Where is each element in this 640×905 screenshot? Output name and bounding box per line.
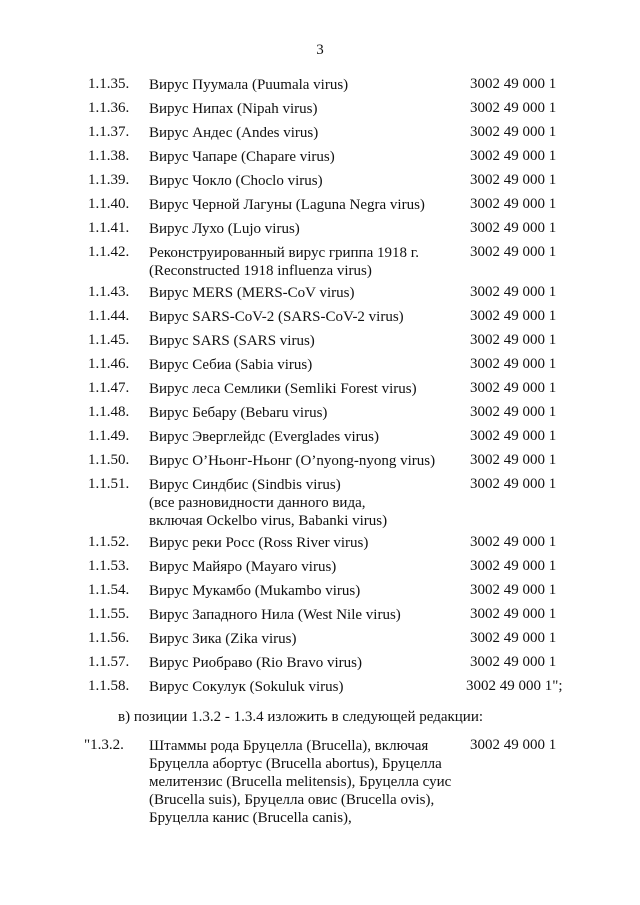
row-name-line: Вирус Черной Лагуны (Laguna Negra virus) [149,197,425,213]
row-name [149,76,449,94]
row-number: 1.1.55. [88,606,130,622]
row-number: 1.1.50. [88,452,130,468]
row-name-line: Вирус Мукамбо (Mukambo virus) [149,583,361,599]
row-number: 1.1.38. [88,148,130,164]
row-number: 1.1.57. [88,654,130,670]
row-name-line: Вирус Чапаре (Chapare virus) [149,149,335,165]
row-code: 3002 49 000 1 [470,124,557,140]
row-name-line: Вирус SARS-CoV-2 (SARS-CoV-2 virus) [149,309,404,325]
row-name [149,654,449,672]
row-number: 1.1.43. [88,284,130,300]
row-name-line: (Reconstructed 1918 influenza virus) [149,263,372,279]
row-name-line: Вирус Чокло (Choclo virus) [149,173,323,189]
row-name-line: Вирус Андес (Andes virus) [149,125,319,141]
row-name-line: Вирус Сокулук (Sokuluk virus) [149,679,344,695]
row-number: 1.1.49. [88,428,130,444]
row-name [149,220,449,238]
row-code: 3002 49 000 1 [470,428,557,444]
row-name [149,356,449,374]
row-name-line: Вирус реки Росс (Ross River virus) [149,535,369,551]
row-name [149,428,449,446]
row-code: 3002 49 000 1 [470,582,557,598]
row-name [149,148,449,166]
amendment-paragraph: в) позиции 1.3.2 - 1.3.4 изложить в следующей редакции: [118,709,484,725]
row-name [149,404,449,422]
row-name-line: Вирус MERS (MERS-CoV virus) [149,285,355,301]
row-name-line: Реконструированный вирус гриппа 1918 г. [149,245,419,261]
row-number: 1.1.42. [88,244,130,260]
row-name [149,124,449,142]
row-code: 3002 49 000 1 [470,630,557,646]
row-code: 3002 49 000 1 [470,284,557,300]
row-number: 1.1.45. [88,332,130,348]
row-name [149,476,449,530]
row-name-line: Вирус Лухо (Lujo virus) [149,221,300,237]
final-row [0,737,640,827]
row-name [149,172,449,190]
row-name [149,606,449,624]
row-name-line: (Brucella suis), Бруцелла овис (Brucella ovis), [149,792,435,808]
row-code: 3002 49 000 1 [470,737,557,753]
row-code: 3002 49 000 1 [470,534,557,550]
row-name-line: Вирус SARS (SARS virus) [149,333,315,349]
row-name-line: Вирус Синдбис (Sindbis virus) [149,477,341,493]
row-name [149,196,449,214]
row-number: 1.1.56. [88,630,130,646]
row-number: 1.1.52. [88,534,130,550]
row-number: 1.1.51. [88,476,130,492]
row-name [149,244,449,280]
row-name-line: Вирус Эверглейдс (Everglades virus) [149,429,380,445]
row-number: 1.1.46. [88,356,130,372]
row-code: 3002 49 000 1 [470,148,557,164]
row-name [149,380,449,398]
row-number: 1.1.58. [88,678,130,694]
row-code: 3002 49 000 1 [470,356,557,372]
row-number: 1.1.40. [88,196,130,212]
row-code: 3002 49 000 1 [470,172,557,188]
row-code: 3002 49 000 1 [470,220,557,236]
row-code: 3002 49 000 1 [470,476,557,492]
row-number: "1.3.2. [84,737,124,753]
row-code: 3002 49 000 1 [470,606,557,622]
row-number: 1.1.41. [88,220,130,236]
row-name-line: Вирус Себиа (Sabia virus) [149,357,313,373]
row-name-line: Вирус Риобраво (Rio Bravo virus) [149,655,362,671]
row-name [149,452,449,470]
row-name [149,332,449,350]
row-number: 1.1.39. [88,172,130,188]
row-number: 1.1.48. [88,404,130,420]
page-number: 3 [316,42,324,58]
row-number: 1.1.53. [88,558,130,574]
row-name-line: включая Ockelbo virus, Babanki virus) [149,513,388,529]
row-code: 3002 49 000 1"; [466,678,563,694]
row-code: 3002 49 000 1 [470,244,557,260]
row-name-line: Вирус Пуумала (Puumala virus) [149,77,349,93]
row-name [149,558,449,576]
row-code: 3002 49 000 1 [470,76,557,92]
row-name [149,678,449,696]
row-code: 3002 49 000 1 [470,558,557,574]
row-code: 3002 49 000 1 [470,452,557,468]
row-name-line: Вирус леса Семлики (Semliki Forest virus) [149,381,417,397]
row-number: 1.1.36. [88,100,130,116]
row-name-line: Штаммы рода Бруцелла (Brucella), включая [149,738,429,754]
row-name-line: Бруцелла канис (Brucella canis), [149,810,352,826]
row-name-line: Бруцелла абортус (Brucella abortus), Бруцелла [149,756,442,772]
row-name-line: Вирус Майяро (Mayaro virus) [149,559,337,575]
row-code: 3002 49 000 1 [470,308,557,324]
row-name [149,737,452,827]
row-number: 1.1.35. [88,76,130,92]
row-name [149,284,449,302]
row-code: 3002 49 000 1 [470,654,557,670]
row-name [149,630,449,648]
row-code: 3002 49 000 1 [470,332,557,348]
row-name-line: Вирус Нипах (Nipah virus) [149,101,318,117]
row-code: 3002 49 000 1 [470,196,557,212]
row-name-line: Вирус О’Ньонг-Ньонг (O’nyong-nyong virus) [149,453,436,469]
row-name-line: мелитензис (Brucella melitensis), Бруцелла суис [149,774,452,790]
row-code: 3002 49 000 1 [470,404,557,420]
row-name-line: Вирус Бебару (Bebaru virus) [149,405,328,421]
row-name [149,534,449,552]
row-number: 1.1.37. [88,124,130,140]
row-name-line: Вирус Западного Нила (West Nile virus) [149,607,401,623]
row-number: 1.1.47. [88,380,130,396]
row-name-line: Вирус Зика (Zika virus) [149,631,297,647]
row-name-line: (все разновидности данного вида, [149,495,366,511]
row-name [149,582,449,600]
row-code: 3002 49 000 1 [470,100,557,116]
row-code: 3002 49 000 1 [470,380,557,396]
row-name [149,100,449,118]
row-name [149,308,449,326]
row-number: 1.1.44. [88,308,130,324]
row-number: 1.1.54. [88,582,130,598]
